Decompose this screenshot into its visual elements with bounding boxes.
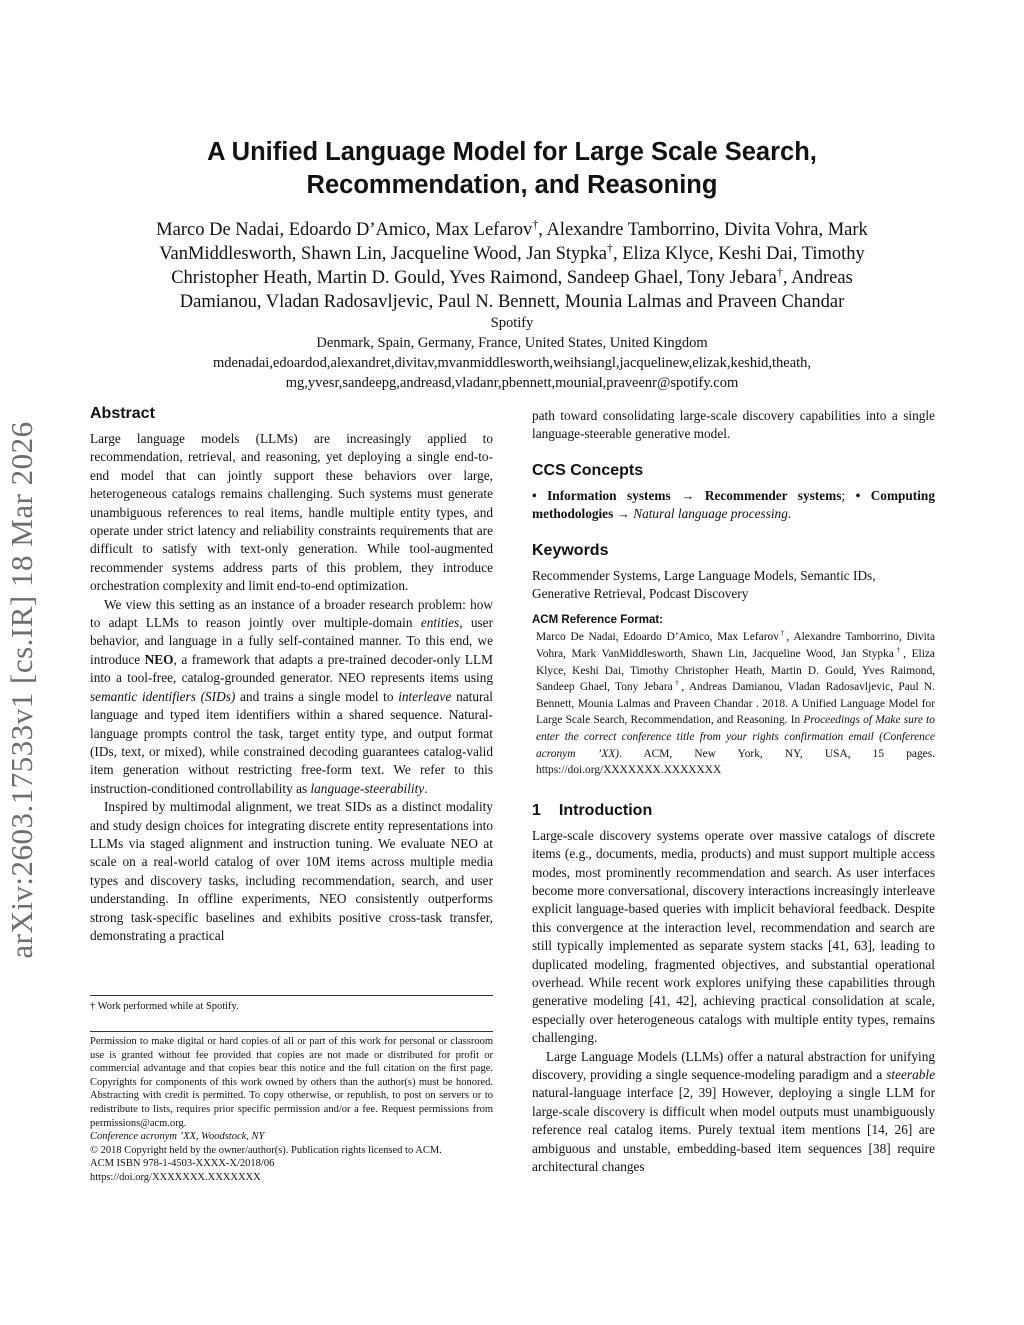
author-line: VanMiddlesworth, Shawn Lin, Jacqueline Wood, Jan Stypka (159, 244, 607, 264)
author-line: Marco De Nadai, Edoardo D’Amico, Max Lefarov (156, 220, 533, 240)
author-line: , Eliza Klyce, Keshi Dai, Timothy (613, 244, 865, 264)
author-list (110, 218, 914, 314)
intro-heading: 1 Introduction (532, 801, 653, 819)
countries: Denmark, Spain, Germany, France, United States, United Kingdom (316, 335, 708, 351)
intro-paragraph-2: Large Language Models (LLMs) offer a natural abstraction for unifying discovery, providing a single sequence-modeling paradigm and a steerable natural-language interface [2, 39] However, deploying a single LLM for large-scale discovery is difficult when model outputs must unambiguously reference real catalog items. Purely textual item mentions [14, 26] are ambiguous and unstable, embedding-based item sequences [38] require architectural changes (532, 1048, 935, 1175)
abstract-paragraph-1: Large language models (LLMs) are increasingly applied to recommendation, retrieval, and reasoning, yet deploying a single end-to-end model that can jointly support these behaviors over large, heterogeneous catalogs remains challenging. Such systems must generate unambiguous references to real items, handle multiple entity types, and operate under strict latency and reliability constraints requirements that are difficult to satisfy with text-only generation. While tool-augmented recommender systems address parts of this problem, they introduce orchestration complexity and limit end-to-end optimization. (90, 431, 493, 594)
organization: Spotify (490, 315, 534, 331)
isbn-line: ACM ISBN 978-1-4503-XXXX-X/2018/06 (90, 1158, 275, 1170)
permission-block (90, 1035, 493, 1185)
dagger-mark: † (776, 264, 783, 279)
dagger-mark: † (532, 216, 539, 231)
abstract-heading: Abstract (90, 405, 155, 422)
doi-link[interactable]: https://doi.org/XXXXXXX.XXXXXXX (90, 1171, 261, 1183)
copyright-line: © 2018 Copyright held by the owner/author(s). Publication rights licensed to ACM. (90, 1144, 442, 1156)
author-line: Damianou, Vladan Radosavljevic, Paul N. Bennett, Mounia Lalmas and Praveen Chandar (179, 292, 845, 312)
intro-paragraph-1: Large-scale discovery systems operate over massive catalogs of discrete items (e.g., documents, media, products) and must support multiple access modes, most prominently recommendation and search. As user interfaces become more conversational, discovery interactions increasingly interleave explicit language-based queries with implicit behavioral feedback. Despite this convergence at the interaction level, recommendation and search are still typically implemented as separate system stacks [41, 63], leading to duplicated modeling, fragmented objectives, and substantial operational overhead. While recent work explores unifying these capabilities through generative modeling [41, 42], achieving practical consolidation at scale, especially over heterogeneous catalogs with multiple entity types, remains challenging. (532, 827, 935, 1046)
affiliation-block (110, 313, 914, 393)
keywords-heading: Keywords (532, 541, 609, 559)
permission-rule (90, 1031, 493, 1032)
author-line: Christopher Heath, Martin D. Gould, Yves Raimond, Sandeep Ghael, Tony Jebara (171, 268, 777, 288)
title-line-2: Recommendation, and Reasoning (306, 171, 718, 199)
footnote: † Work performed while at Spotify. (90, 1001, 239, 1012)
abstract-section (90, 404, 493, 945)
ccs-heading: CCS Concepts (532, 461, 644, 479)
ccs-concepts: • Information systems → Recommender systems; • Computing methodologies → Natural language processing. (532, 487, 935, 522)
right-column (532, 407, 935, 1177)
acm-ref-heading: ACM Reference Format: (532, 614, 663, 627)
footnote-rule (90, 995, 493, 996)
arxiv-identifier: arXiv:2603.17533v1 [cs.IR] 18 Mar 2026 (4, 421, 39, 959)
acm-ref-text: Marco De Nadai, Edoardo D’Amico, Max Lefarov†, Alexandre Tamborrino, Divita Vohra, Mark VanMiddlesworth, Shawn Lin, Jacqueline Wood, Jan Stypka†, Eliza Klyce, Keshi Dai, Timothy Christopher Heath, Martin D. Gould, Yves Raimond, Sandeep Ghael, Tony Jebara†, Andreas Damianou, Vladan Radosavljevic, Paul N. Bennett, Mounia Lalmas and Praveen Chandar . 2018. A Unified Language Model for Large Scale Search, Recommendation, and Reasoning. In Proceedings of Make sure to enter the correct conference title from your rights confirmation email (Conference acronym ’XX). ACM, New York, NY, USA, 15 pages. https://doi.org/XXXXXXX.XXXXXXX (536, 628, 936, 777)
author-line: , Alexandre Tamborrino, Divita Vohra, Mark (538, 220, 868, 240)
conference-line: Conference acronym ’XX, Woodstock, NY (90, 1131, 265, 1143)
abstract-continuation: path toward consolidating large-scale discovery capabilities into a single language-steerable generative model. (532, 408, 935, 442)
dagger-mark: † (606, 240, 613, 255)
emails-line-1: mdenadai,edoardod,alexandret,divitav,mvanmiddlesworth,weihsiangl,jacquelinew,elizak,keshid,theath, (212, 355, 812, 371)
paper-title (100, 136, 924, 202)
abstract-paragraph-3: Inspired by multimodal alignment, we treat SIDs as a distinct modality and study design choices for integrating discrete entity representations into LLMs via staged alignment and instruction tuning. We evaluate NEO at scale on a real-world catalog of over 10M items across multiple media types and discovery tasks, including recommendation, search, and user understanding. In offline experiments, NEO consistently outperforms strong task-specific baselines and exhibits positive cross-task transfer, demonstrating a practical (90, 799, 493, 943)
keywords-text: Recommender Systems, Large Language Models, Semantic IDs, Generative Retrieval, Podcast Discovery (532, 567, 876, 602)
author-line: , Andreas (782, 268, 853, 288)
emails-line-2: mg,yvesr,sandeepg,andreasd,vladanr,pbennett,mounial,praveenr@spotify.com (285, 375, 739, 391)
permission-text: Permission to make digital or hard copies of all or part of this work for personal or classroom use is granted without fee provided that copies are not made or distributed for profit or commercial advantage and that copies bear this notice and the full citation on the first page. Copyrights for components of this work owned by others than the author(s) must be honored. Abstracting with credit is permitted. To copy otherwise, or republish, to post on servers or to redistribute to lists, requires prior specific permission and/or a fee. Request permissions from permissions@acm.org. (90, 1036, 493, 1129)
abstract-paragraph-2: We view this setting as an instance of a broader research problem: how to adapt LLMs to reason jointly over multiple-domain entities, user behavior, and language in a fully self-contained manner. To this end, we introduce NEO, a framework that adapts a pre-trained decoder-only LLM into a tool-free, catalog-grounded generator. NEO represents items using semantic identifiers (SIDs) and trains a single model to interleave natural language and typed item identifiers within a shared sequence. Natural-language prompts control the task, target entity type, and output format (IDs, text, or mixed), while constrained decoding guarantees catalog-valid item generation without restricting free-form text. We refer to this instruction-conditioned controllability as language-steerability. (90, 596, 493, 796)
title-line-1: A Unified Language Model for Large Scale Search, (207, 138, 817, 166)
